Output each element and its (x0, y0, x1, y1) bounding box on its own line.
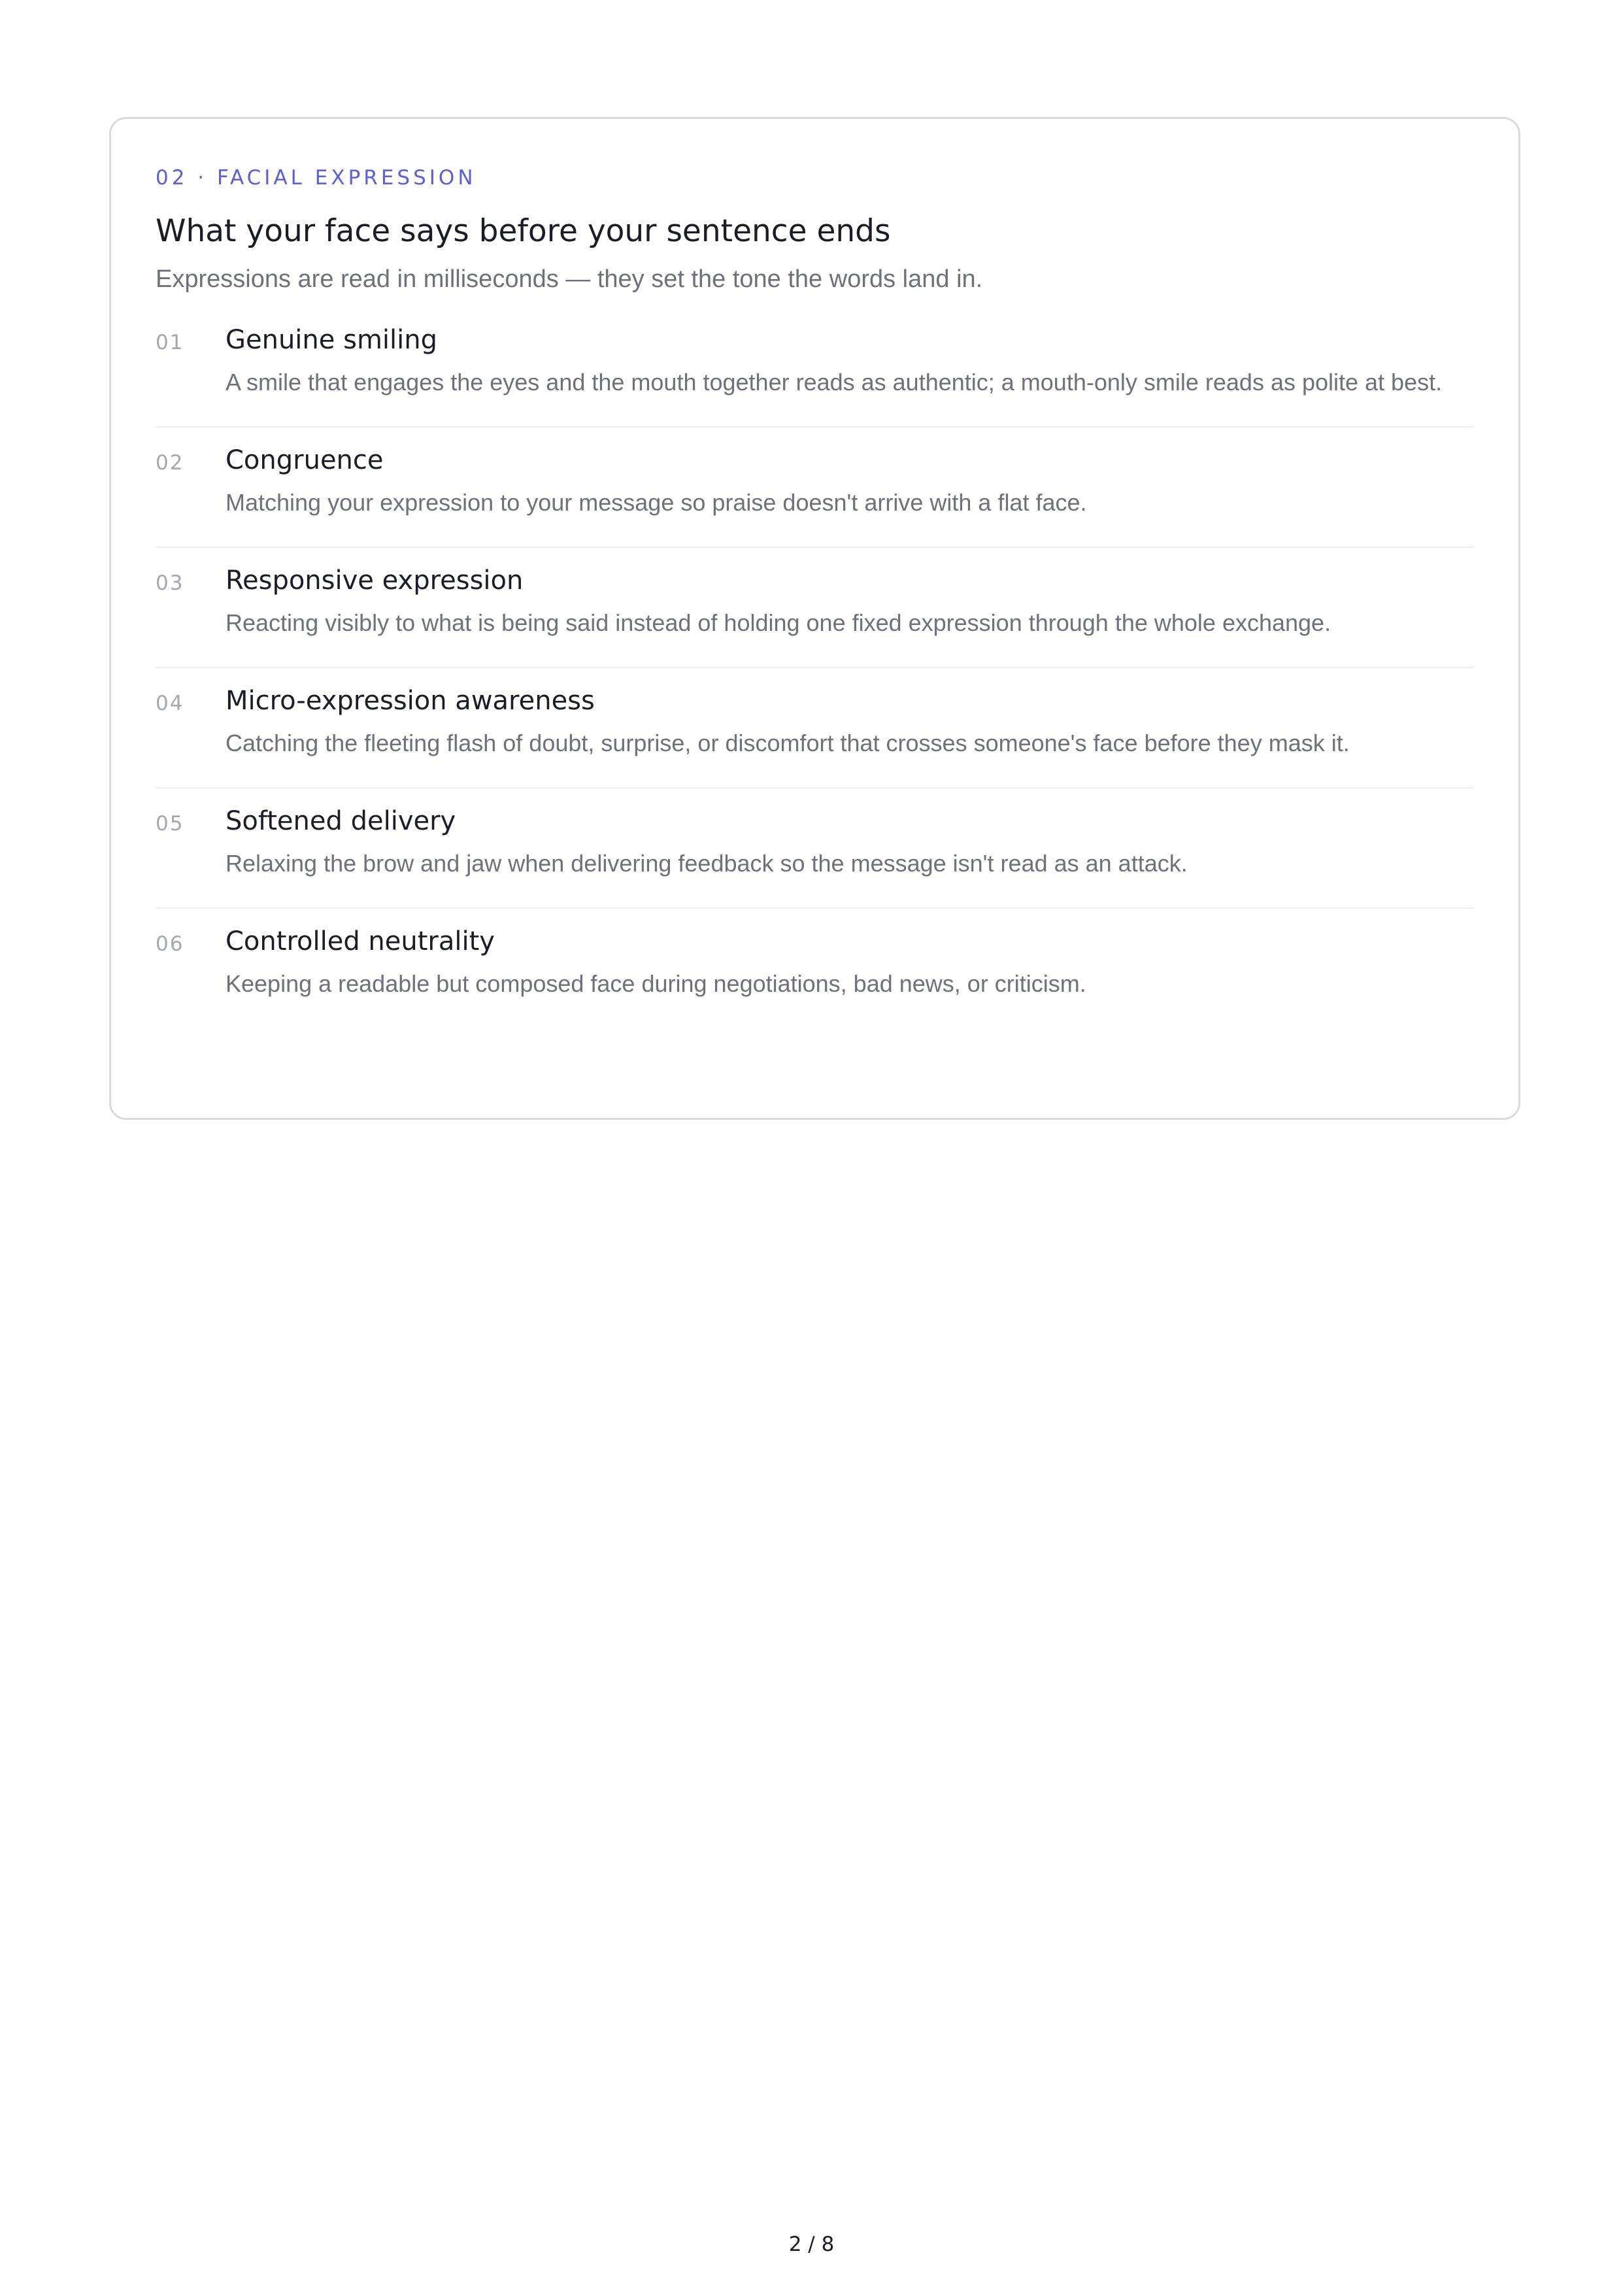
item-title: Genuine smiling (226, 325, 437, 355)
item-description: Relaxing the brow and jaw when delivering feedback so the message isn't read as an attack. (226, 850, 1188, 877)
list-item (156, 428, 1474, 548)
item-number: 02 (156, 451, 184, 475)
item-body (226, 802, 1474, 881)
item-number: 01 (156, 331, 184, 354)
item-title: Controlled neutrality (226, 926, 495, 956)
list-item (156, 909, 1474, 1028)
page-number: 2 / 8 (788, 2233, 835, 2256)
item-description: Reacting visibly to what is being said instead of holding one fixed expression through the whole exchange. (226, 609, 1331, 636)
list-item (156, 548, 1474, 668)
item-body (226, 441, 1474, 520)
item-title: Softened delivery (226, 806, 456, 836)
item-number: 03 (156, 571, 184, 595)
item-number: 06 (156, 932, 184, 956)
item-description: Keeping a readable but composed face during negotiations, bad news, or criticism. (226, 970, 1086, 997)
expression-list (156, 320, 1474, 1028)
item-description: A smile that engages the eyes and the mouth together reads as authentic; a mouth-only smile reads as polite at best. (226, 369, 1443, 396)
item-title: Micro-expression awareness (226, 686, 595, 716)
item-title: Congruence (226, 445, 384, 475)
item-description: Matching your expression to your message so praise doesn't arrive with a flat face. (226, 489, 1087, 516)
section-eyebrow: 02 · FACIAL EXPRESSION (156, 166, 477, 190)
item-body (226, 681, 1474, 761)
section-card (109, 117, 1520, 1120)
section-title: What your face says before your sentence ends (156, 213, 891, 249)
item-description: Catching the fleeting flash of doubt, surprise, or discomfort that crosses someone's face before they mask it. (226, 730, 1350, 756)
list-item (156, 320, 1474, 428)
item-body (226, 561, 1474, 641)
item-number: 05 (156, 812, 184, 836)
item-body (226, 922, 1474, 1002)
list-item (156, 788, 1474, 909)
item-number: 04 (156, 692, 184, 715)
list-item (156, 668, 1474, 788)
item-body (226, 320, 1474, 400)
item-title: Responsive expression (226, 566, 524, 596)
section-subtitle: Expressions are read in milliseconds — they set the tone the words land in. (156, 265, 983, 293)
